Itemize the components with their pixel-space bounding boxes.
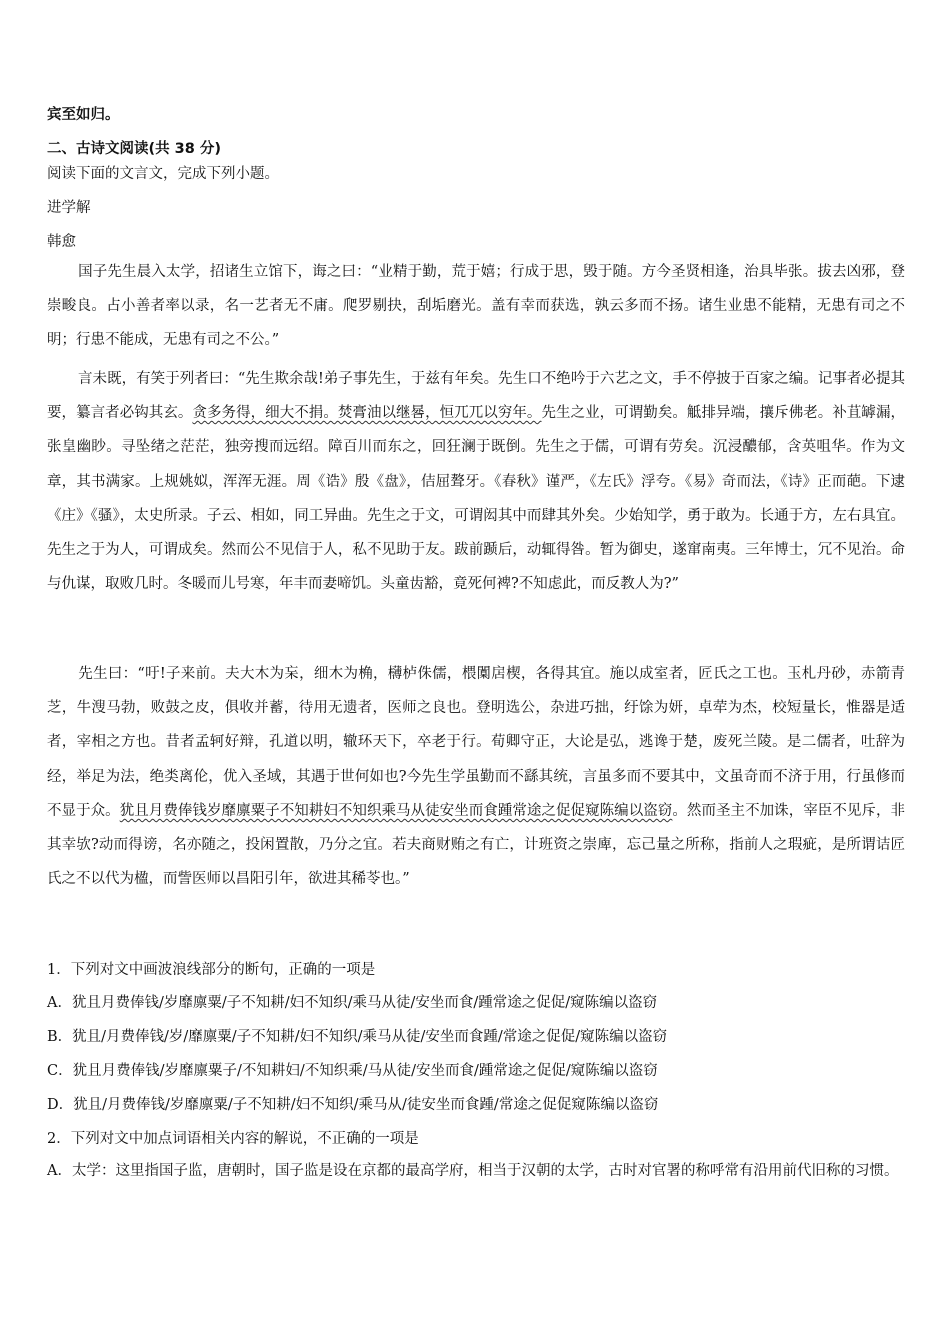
paragraph-2-text-b: 先生之业，可谓勤矣。觝排异端，攘斥佛老。补苴罅漏，张皇幽眇。寻坠绪之茫茫，独旁搜而远绍。障百川而东之，回狂澜于既倒。先生之于儒，可谓有劳矣。沉浸醲郁，含英咀华。作为文章，其书满家。上规姚姒，浑浑无涯。周《诰》殷《盘》，佶屈聱牙。《春秋》谨严，《左氏》浮夸。《易》奇而法，《诗》正而葩。下逮《庄》《骚》，太史所录。子云、相如，同工异曲。先生之于文，可谓闳其中而肆其外矣。少始知学，勇于敢为。长通于方，左右具宜。先生之于为人，可谓成矣。然而公不见信于人，私不见助于友。跋前踬后，动辄得咎。暂为御史，遂窜南夷。三年博士，冗不见治。命与仇谋，取败几时。冬暖而儿号寒，年丰而妻啼饥。头童齿豁，竟死何裨?不知虑此，而反教人为?” [47, 405, 906, 593]
question-1-option-d: D．犹且/月费俸钱/岁靡廪粟/子不知耕/妇不知织/乘马从/徒安坐而食踵/常途之促促窥陈编以盗窃 [47, 1097, 659, 1113]
section-instruction: 阅读下面的文言文，完成下列小题。 [47, 166, 279, 182]
question-1-option-b: B．犹且/月费俸钱/岁/靡廪粟/子不知耕/妇不知织/乘马从徒/安坐而食踵/常途之促促/窥陈编以盗窃 [47, 1029, 668, 1045]
paragraph-3-wavy-underlined: 犹且月费俸钱岁靡廪粟子不知耕妇不知织乘马从徒安坐而食踵常途之促促窥陈编以盗窃 [119, 802, 673, 819]
paragraph-3-text-a: 先生曰：“吁!子来前。夫大木为杗，细木为桷，欂栌侏儒，椳闑扂楔，各得其宜。施以成室者，匠氏之工也。玉札丹砂，赤箭青芝，牛溲马勃，败鼓之皮，俱收并蓄，待用无遗者，医师之良也。登明选公，杂进巧拙，纡馀为妍，卓荦为杰，校短量长，惟器是适者，宰相之方也。昔者孟轲好辩，孔道以明，辙环天下，卒老于行。荀卿守正，大论是弘，逃谗于楚，废死兰陵。是二儒者，吐辞为经，举足为法，绝类离伦，优入圣域，其遇于世何如也?今先生学虽勤而不繇其统，言虽多而不要其中，文虽奇而不济于用，行虽修而不显于众。 [47, 666, 905, 819]
question-1-option-a: A．犹且月费俸钱/岁靡廪粟/子不知耕/妇不知织/乘马从徒/安坐而食/踵常途之促促/窥陈编以盗窃 [47, 995, 658, 1011]
passage-paragraph-3 [47, 657, 905, 896]
passage-title: 进学解 [47, 200, 91, 216]
question-1-option-c: C．犹且月费俸钱/岁靡廪粟子/不知耕妇/不知织乘/马从徒/安坐而食/踵常途之促促/窥陈编以盗窃 [47, 1063, 658, 1079]
paragraph-2-text-a: 言未既，有笑于列者曰：“先生欺余哉!弟子事先生，于兹有年矣。先生口不绝吟于六艺之文，手不停披于百家之编。记事者必提其要，纂言者必钩其玄。 [47, 371, 905, 422]
passage-paragraph-2 [47, 362, 905, 601]
passage-paragraph-1 [47, 255, 905, 358]
question-2-stem: 2．下列对文中加点词语相关内容的解说，不正确的一项是 [47, 1131, 419, 1147]
paragraph-1-text: 国子先生晨入太学，招诸生立馆下，诲之曰：“业精于勤，荒于嬉；行成于思，毁于随。方今圣贤相逢，治具毕张。拔去凶邪，登崇畯良。占小善者率以录，名一艺者无不庸。爬罗剔抉，刮垢磨光。盖有幸而获选，孰云多而不扬。诸生业患不能精，无患有司之不明；行患不能成，无患有司之不公。” [47, 264, 905, 349]
paragraph-3-text-b: 。然而圣主不加诛，宰臣不见斥，非其幸欤?动而得谤，名亦随之，投闲置散，乃分之宜。若夫商财贿之有亡，计班资之崇庳，忘己量之所称，指前人之瑕疵，是所谓诘匠氏之不以代为楹，而訾医师以昌阳引年，欲进其稀苓也。” [47, 802, 906, 888]
question-2-option-a: A．太学：这里指国子监，唐朝时，国子监是设在京都的最高学府，相当于汉朝的太学，古时对官署的称呼常有沿用前代旧称的习惯。 [47, 1163, 899, 1179]
section-title: 二、古诗文阅读(共 38 分) [47, 141, 222, 157]
previous-answer-tail: 宾至如归。 [47, 107, 120, 123]
paragraph-2-wavy-underlined: 贪多务得，细大不捐。焚膏油以继晷，恒兀兀以穷年。 [192, 405, 542, 422]
question-1-stem: 1．下列对文中画波浪线部分的断句，正确的一项是 [47, 962, 376, 978]
passage-author: 韩愈 [47, 234, 76, 250]
